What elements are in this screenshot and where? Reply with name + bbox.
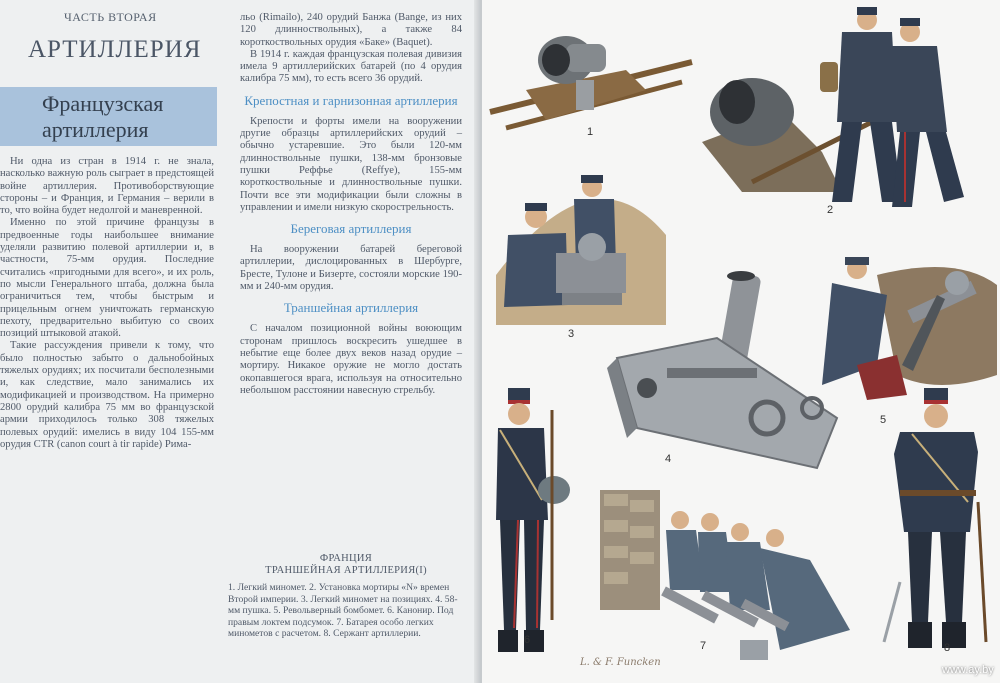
paragraph: В 1914 г. каждая французская полевая дивизия имела 9 артиллерийских батарей (по 4 орудия калибра 75 мм), то есть всего 36 орудий. <box>240 48 462 85</box>
artillery-sergeant-illustration <box>882 382 997 667</box>
text-column-1 <box>0 156 214 451</box>
box-title: Французская артиллерия <box>42 91 164 142</box>
title-box <box>0 87 217 146</box>
chapter-title: АРТИЛЛЕРИЯ <box>28 36 202 63</box>
caption-subheading: ТРАНШЕЙНАЯ АРТИЛЛЕРИЯ(I) <box>265 564 427 576</box>
right-page <box>482 0 1000 683</box>
section-heading: Траншейная артиллерия <box>283 300 419 316</box>
paragraph: Такие рассуждения привели к тому, что было полностью забыто о дальнобойных тяжелых орудиях; их посчитали бесполезными и, как следствие, мало занимались их модификацией и производством. На примерно 2800 орудий калибра 75 мм во французской армии приходилось только 308 тяжелых полевых орудий: имелись в виду 104 155-мм орудия CTR (canon court à tir rapide) Рима- <box>0 340 214 450</box>
left-page <box>0 0 478 683</box>
figure-number-6: 6 <box>524 634 531 646</box>
paragraph: льо (Rimailo), 240 орудий Банжа (Bange, из них 120 длинноствольных), а также 84 короткоствольных орудия «Баке» (Baquet). <box>240 12 462 48</box>
figure-number-1: 1 <box>587 126 594 138</box>
paragraph: Ни одна из стран в 1914 г. не знала, насколько важную роль сыграет в предстоящей войне артиллерия. Противоборствующие стороны – и Франция, и Германия – верили в то, что война будет недолгой и маневренной. <box>0 156 214 217</box>
section-heading: Береговая артиллерия <box>290 221 412 237</box>
text-column-2 <box>240 12 462 397</box>
caption-text: 1. Легкий миномет. 2. Установка мортиры «N» времен Второй империи. 3. Легкий миномет на позициях. 4. 58-мм пушка. 5. Револьверный бомбомет. 6. Канонир. Под правым локтем подсумок. 7. Батарея особо легких минометов с расчетом. 8. Сержант артиллерии. <box>228 582 458 639</box>
figure-number-2: 2 <box>827 204 834 216</box>
figure-number-5: 5 <box>880 414 887 426</box>
figure-number-7: 7 <box>700 640 707 652</box>
figure-number-3: 3 <box>568 328 575 340</box>
caption-heading: ФРАНЦИЯ <box>319 553 373 564</box>
paragraph: С началом позиционной войны воюющим сторонам пришлось воскресить ушедшее в небытие еще более двух веков назад орудие – мортиру. Никакое оружие не могло достать окопавшегося врага, используя на относительно небольшом расстоянии навесную стрельбу. <box>240 323 462 396</box>
mortar-battery-crew-illustration <box>600 480 895 670</box>
light-mortar-illustration <box>486 20 701 135</box>
paragraph: Именно по этой причине французы в предвоенные годы наибольшее внимание уделяли развитию полевой артиллерии и, в частности, 75-мм орудия. Последние считались «пригодными для всего», и их роль, по мысли Генерального штаба, должна была ограничиться тем, чтобы быстрым и прицельным огнем уничтожать германскую пехоту, предварительно выбитую со своих позиций штыковой атакой. <box>0 217 214 340</box>
section-label: ЧАСТЬ ВТОРАЯ <box>64 10 157 24</box>
trench-gun-58mm-illustration <box>607 268 842 478</box>
plate-caption <box>228 553 464 640</box>
figure-number-8: 8 <box>944 642 951 654</box>
section-heading: Крепостная и гарнизонная артиллерия <box>244 92 458 108</box>
paragraph: Крепости и форты имели на вооружении другие образцы артиллерийских орудий – обычно устаревшие. Это были 120-мм длинноствольные пушки, 138-мм бронзовые пушки Реффье (Reffye), 155-мм короткоствольные и длинноствольные пушки. Почти все эти модификации были сложны в управлении и имели низкую скорострельность. <box>240 115 462 213</box>
artist-signature: L. & F. Funcken <box>580 657 661 668</box>
paragraph: На вооружении батарей береговой артиллерии, дислоцированных в Шербурге, Бресте, Тулоне и Бизерте, состояли морские 190-мм и 240-мм орудия. <box>240 244 462 293</box>
watermark: www.ay.by <box>942 664 994 676</box>
figure-number-4: 4 <box>665 453 672 465</box>
cannoneer-figure-illustration <box>482 380 577 670</box>
mortar-and-crew-illustration <box>692 2 992 217</box>
